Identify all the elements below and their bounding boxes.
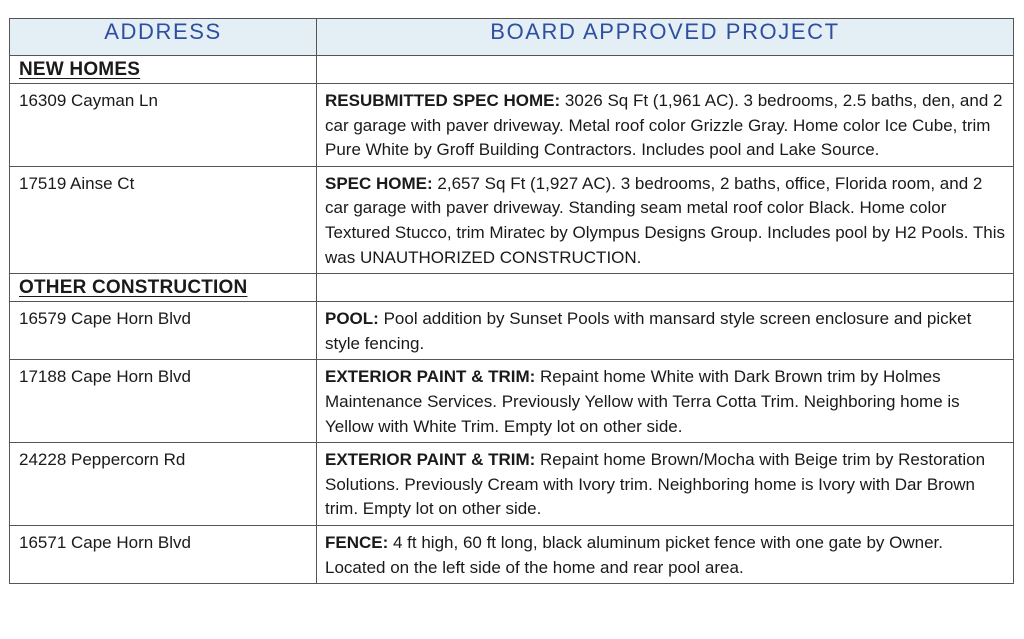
column-header-address: ADDRESS [10,19,317,56]
project-details: 4 ft high, 60 ft long, black aluminum picket fence with one gate by Owner. Located on the left side of the home and rear pool area. [325,532,943,577]
table-row [10,525,1014,583]
address-text: 16579 Cape Horn Blvd [19,309,192,329]
table-row [10,84,1014,167]
project-cell [317,302,1014,360]
address-text: 16571 Cape Horn Blvd [19,532,192,552]
address-text: 24228 Peppercorn Rd [19,450,186,470]
project-description [317,443,1013,525]
project-details: 2,657 Sq Ft (1,927 AC). 3 bedrooms, 2 baths, office, Florida room, and 2 car garage with paver driveway. Standing seam metal roof color Black. Home color Textured Stucco, trim Miratec by Olympus Designs Group. Includes pool by H2 Pools. This was UNAUTHORIZED CONSTRUCTION. [325,173,1005,267]
project-description [317,302,1013,359]
project-description [317,167,1013,273]
section-title: OTHER CONSTRUCTION [19,277,248,299]
address-text: 17519 Ainse Ct [19,173,135,193]
project-details: Pool addition by Sunset Pools with mansard style screen enclosure and picket style fencing. [325,309,972,353]
project-details: Repaint home Brown/Mocha with Beige trim by Restoration Solutions. Previously Cream with Ivory trim. Neighboring home is Ivory with Dar Brown trim. Empty lot on other side. [325,450,986,519]
column-header-project: BOARD APPROVED PROJECT [317,19,1014,56]
address-text: 16309 Cayman Ln [19,91,158,110]
table-row [10,443,1014,526]
section-row-other-construction [10,274,1014,302]
section-row-new-homes [10,56,1014,84]
project-type-label: RESUBMITTED SPEC HOME: [325,91,561,110]
address-cell [10,443,317,526]
project-description [317,84,1013,166]
address-text: 17188 Cape Horn Blvd [19,367,192,387]
project-details: Repaint home White with Dark Brown trim by Holmes Maintenance Services. Previously Yellow with Terra Cotta Trim. Neighboring home is Yellow with White Trim. Empty lot on other side. [325,367,960,436]
section-empty-cell [317,56,1014,84]
address-cell [10,166,317,273]
project-type-label: FENCE: [325,532,389,552]
address-cell [10,302,317,360]
section-title: NEW HOMES [19,59,141,80]
section-cell [10,274,317,302]
address-cell [10,360,317,443]
project-type-label: EXTERIOR PAINT & TRIM: [325,367,536,387]
project-description [317,526,1013,583]
table-row [10,166,1014,273]
project-cell [317,166,1014,273]
project-cell [317,360,1014,443]
section-cell [10,56,317,84]
section-empty-cell [317,274,1014,302]
project-details: 3026 Sq Ft (1,961 AC). 3 bedrooms, 2.5 baths, den, and 2 car garage with paver driveway. Metal roof color Grizzle Gray. Home color Ice Cube, trim Pure White by Groff Building Contractors. Includes pool and Lake Source. [325,91,1003,160]
board-approved-projects-table [9,18,1014,584]
table-row [10,302,1014,360]
table-row [10,360,1014,443]
project-type-label: EXTERIOR PAINT & TRIM: [325,450,536,470]
project-type-label: SPEC HOME: [325,173,433,193]
header-row [10,19,1014,56]
project-cell [317,84,1014,167]
address-cell [10,525,317,583]
address-cell [10,84,317,167]
project-cell [317,443,1014,526]
project-type-label: POOL: [325,309,379,329]
project-cell [317,525,1014,583]
project-description [317,360,1013,442]
